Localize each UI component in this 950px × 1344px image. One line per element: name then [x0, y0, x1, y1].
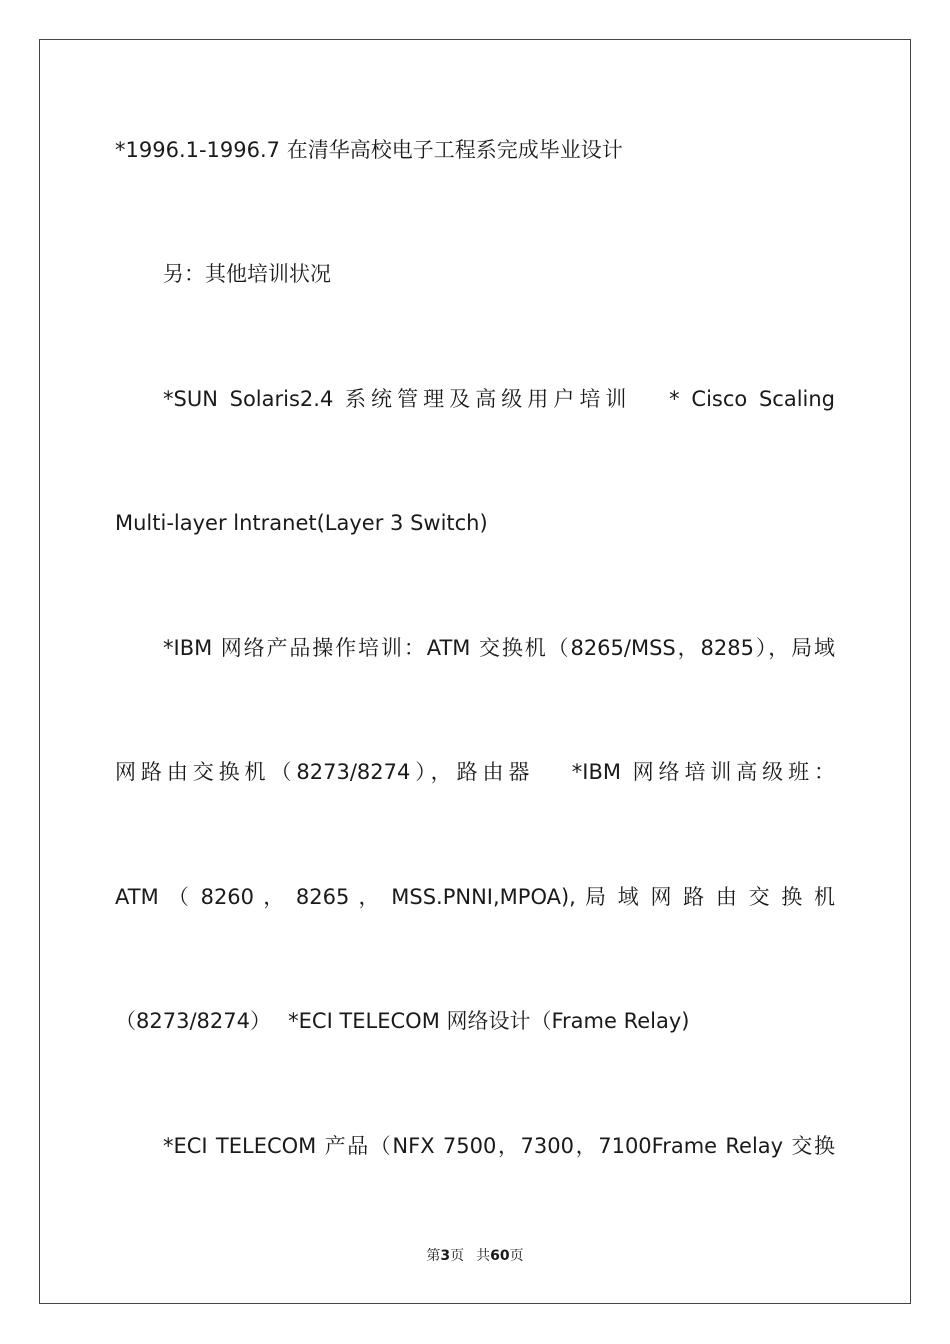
footer-page-total: 60	[490, 1248, 510, 1264]
text-line-2: 另：其他培训状况	[163, 262, 331, 286]
text-line-5: *IBM 网络产品操作培训：ATM 交换机（8265/MSS，8285），局域	[163, 636, 835, 660]
text-line-1: *1996.1-1996.7 在清华高校电子工程系完成毕业设计	[115, 138, 623, 162]
text-line-6: 网路由交换机（8273/8274），路由器 *IBM 网络培训高级班：	[115, 760, 835, 784]
page-border	[39, 39, 911, 1304]
footer-page-suffix: 页	[450, 1248, 465, 1264]
text-line-3: *SUN Solaris2.4 系统管理及高级用户培训 * Cisco Scaling	[163, 387, 835, 411]
text-line-8: （8273/8274） *ECI TELECOM 网络设计（Frame Relay)	[115, 1009, 690, 1033]
footer-total-suffix: 页	[509, 1248, 524, 1264]
text-line-4: Multi-layer lntranet(Layer 3 Switch)	[115, 511, 488, 535]
footer-total-prefix: 共	[476, 1248, 491, 1264]
text-line-7: ATM （ 8260 ， 8265 ， MSS.PNNI,MPOA), 局 域 网 路 由 交 换 机	[115, 885, 835, 909]
page-footer	[0, 1246, 950, 1266]
footer-page-prefix: 第	[426, 1248, 441, 1264]
footer-page-current: 3	[440, 1248, 451, 1264]
text-line-9: *ECI TELECOM 产品（NFX 7500，7300，7100Frame Relay 交换	[163, 1134, 835, 1158]
